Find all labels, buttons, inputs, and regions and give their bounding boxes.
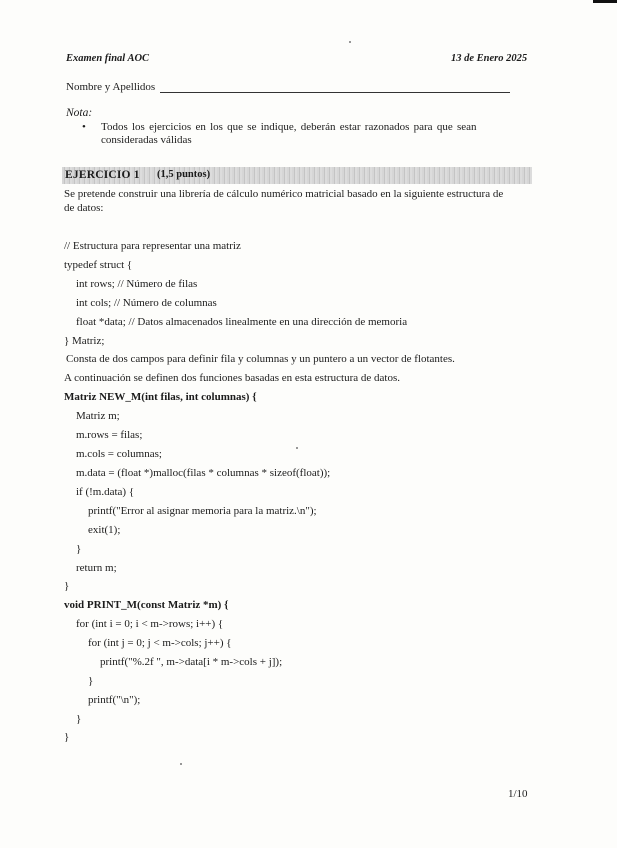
code-line: int cols; // Número de columnas — [76, 297, 217, 309]
function-signature: Matriz NEW_M(int filas, int columnas) { — [64, 391, 257, 403]
scan-corner-mark — [593, 0, 617, 3]
paragraph: Consta de dos campos para definir fila y columnas y un puntero a un vector de flotantes. — [66, 353, 455, 365]
function-signature: void PRINT_M(const Matriz *m) { — [64, 599, 229, 611]
code-line: } — [76, 713, 82, 725]
page-number: 1/10 — [508, 788, 528, 800]
scan-speck — [180, 763, 182, 765]
scan-speck — [349, 41, 351, 43]
code-line: typedef struct { — [64, 259, 133, 271]
note-label: Nota: — [66, 107, 93, 119]
note-bullet-line1: Todos los ejercicios en los que se indique, deberán estar razonados para que sean — [101, 121, 477, 133]
code-line: m.rows = filas; — [76, 429, 143, 441]
code-line: } — [88, 675, 94, 687]
code-line: for (int i = 0; i < m->rows; i++) { — [76, 618, 224, 630]
code-line: for (int j = 0; j < m->cols; j++) { — [88, 637, 232, 649]
code-line: return m; — [76, 562, 117, 574]
bullet-marker: • — [82, 121, 86, 133]
exercise-intro-line1: Se pretende construir una librería de cálculo numérico matricial basado en la siguiente estructura de — [64, 188, 504, 200]
exam-date: 13 de Enero 2025 — [451, 53, 528, 64]
code-line: } — [76, 543, 82, 555]
code-line: } Matriz; — [64, 335, 105, 347]
exercise-title: EJERCICIO 1 — [65, 169, 140, 181]
code-line: } — [64, 580, 70, 592]
exercise-points: (1,5 puntos) — [157, 169, 211, 180]
code-line: float *data; // Datos almacenados linealmente en una dirección de memoria — [76, 316, 408, 328]
code-line: exit(1); — [88, 524, 121, 536]
code-line: printf("%.2f ", m->data[i * m->cols + j]); — [100, 656, 283, 668]
paragraph: A continuación se definen dos funciones basadas en esta estructura de datos. — [64, 372, 401, 384]
name-label: Nombre y Apellidos — [66, 81, 156, 93]
exercise-intro-line2: de datos: — [64, 202, 104, 214]
code-line: m.cols = columnas; — [76, 448, 162, 460]
note-bullet-line2: consideradas válidas — [101, 134, 192, 146]
code-line: // Estructura para representar una matriz — [64, 240, 241, 252]
code-line: m.data = (float *)malloc(filas * columnas * sizeof(float)); — [76, 467, 331, 479]
code-line: printf("Error al asignar memoria para la matriz.\n"); — [88, 505, 317, 517]
scan-speck — [296, 447, 298, 449]
exam-title: Examen final AOC — [66, 53, 150, 64]
code-line: if (!m.data) { — [76, 486, 135, 498]
code-line: printf("\n"); — [88, 694, 141, 706]
name-signature-line — [160, 92, 510, 93]
code-line: int rows; // Número de filas — [76, 278, 198, 290]
code-line: } — [64, 731, 70, 743]
code-line: Matriz m; — [76, 410, 120, 422]
